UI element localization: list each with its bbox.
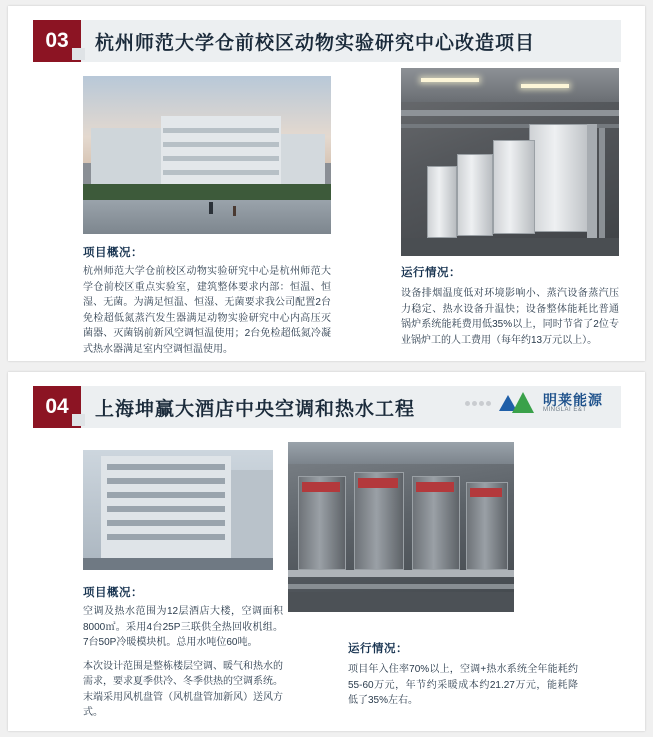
paragraph: 空调及热水范围为12层酒店大楼，空调面积8000㎡。采用4台25P三联供全热回收机组。7台50P冷暖模块机。总用水吨位60吨。 bbox=[83, 606, 283, 648]
slide-03-title: 杭州师范大学仓前校区动物实验研究中心改造项目 bbox=[95, 32, 536, 54]
slide-04-block-1-heading: 项目概况： bbox=[83, 587, 143, 599]
logo-name-cn: 明莱能源 bbox=[543, 391, 603, 408]
slide-04-title-notch bbox=[72, 414, 85, 426]
slide-04-number-badge: 04 bbox=[33, 386, 81, 428]
paragraph: 杭州师范大学仓前校区动物实验研究中心是杭州师范大学仓前校区重点实验室，建筑整体要求内部：恒温、恒湿、无菌。为满足恒温、恒湿、无菌要求我公司配置2台免检超低氮蒸汽发生器满足动物实验研究中心内高压灭菌器、灭菌锅前新风空调恒温使用；2台免检超低氮冷凝式热水器满足室内空调恒温使用。 bbox=[83, 266, 331, 355]
slide-03-title-notch bbox=[72, 48, 85, 60]
slide-03-number-badge: 03 bbox=[33, 20, 81, 62]
slide-04-title: 上海坤赢大酒店中央空调和热水工程 bbox=[95, 398, 416, 420]
slide-03-block-2-body bbox=[401, 286, 619, 348]
paragraph: 项目年入住率70%以上，空调+热水系统全年能耗约55-60万元，年节约采暖成本约21.27万元，能耗降低了35%左右。 bbox=[348, 664, 578, 706]
boiler-equipment-room-photo bbox=[401, 68, 619, 256]
hotel-exterior-photo bbox=[83, 450, 273, 570]
slide-04-block-2-heading: 运行情况： bbox=[348, 643, 408, 655]
paragraph: 本次设计范围是整栋楼层空调、暖气和热水的需求，要求夏季供冷、冬季供热的空调系统。末端采用风机盘管（风机盘管加新风）送风方式。 bbox=[83, 660, 283, 718]
slide-04-block-1-body bbox=[83, 604, 283, 721]
logo-dots-icon bbox=[465, 401, 491, 406]
slide-03-block-1-body bbox=[83, 264, 331, 357]
logo-triangles-icon bbox=[499, 392, 537, 414]
slide-03-block-1-heading: 项目概况： bbox=[83, 247, 143, 259]
slide-03-block-2-heading: 运行情况： bbox=[401, 267, 461, 279]
logo-text bbox=[543, 393, 603, 414]
rooftop-heat-pump-units-photo bbox=[288, 442, 514, 612]
slide-04-header bbox=[33, 386, 621, 428]
paragraph: 设备排烟温度低对环境影响小、蒸汽设备蒸汽压力稳定、热水设备升温快；设备整体能耗比普通锅炉系统能耗费用低35%以上，同时节省了2位专业锅炉工的人工费用（每年约13万元以上）。 bbox=[401, 288, 619, 346]
slide-04 bbox=[8, 372, 645, 731]
company-logo bbox=[465, 392, 603, 414]
slide-03 bbox=[8, 6, 645, 361]
slide-03-header bbox=[33, 20, 621, 62]
campus-building-photo bbox=[83, 76, 331, 234]
logo-name-en: MINGLAI E&T bbox=[543, 407, 587, 414]
slide-04-block-2-body bbox=[348, 662, 578, 709]
